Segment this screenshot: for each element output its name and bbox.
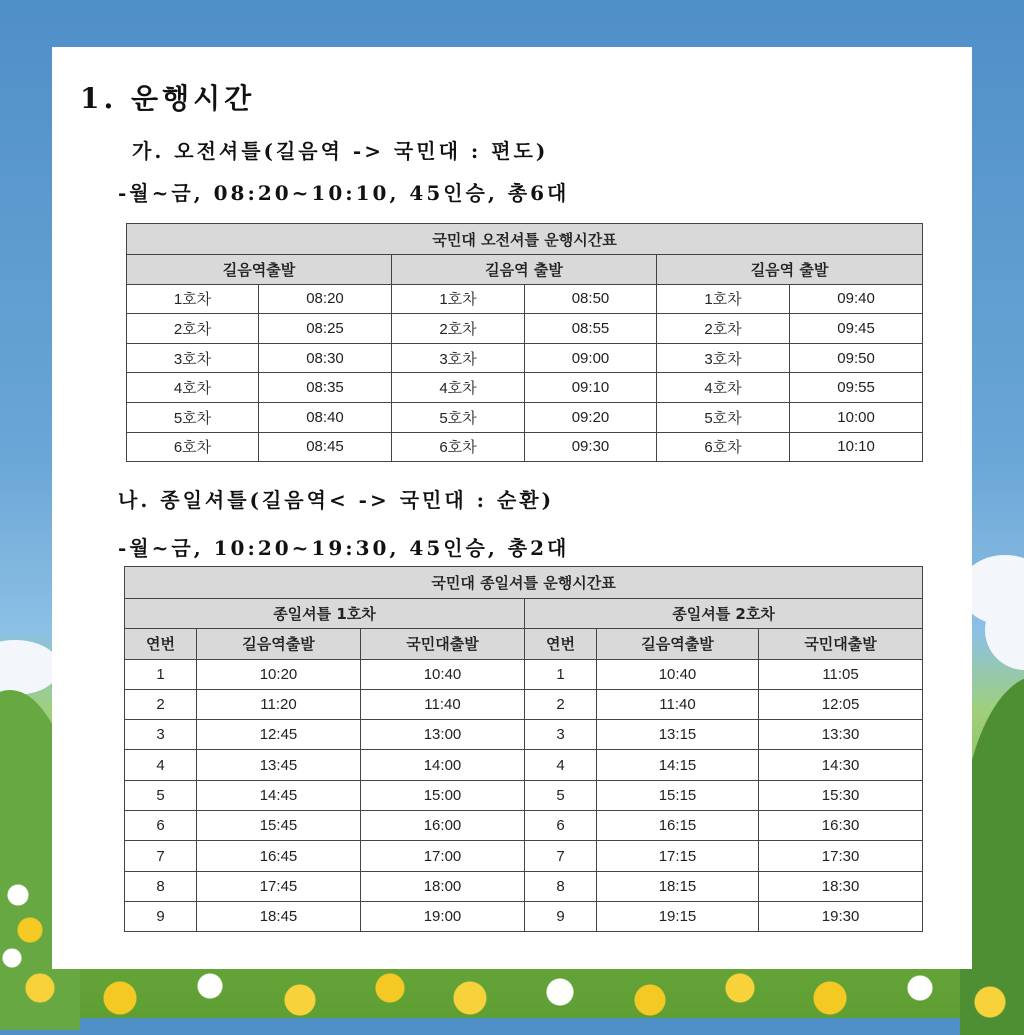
table-cell: 2 [125, 689, 197, 719]
table-cell: 08:25 [259, 314, 392, 344]
table-cell: 6호차 [657, 432, 790, 462]
section-a-title: 가. 오전셔틀(길음역 -> 국민대 : 편도) [132, 139, 549, 163]
table-row [125, 871, 923, 901]
table-cell: 10:40 [597, 659, 759, 689]
table-cell: 15:45 [197, 811, 361, 841]
table-cell: 1 [525, 659, 597, 689]
table-row [127, 432, 923, 462]
table-cell: 13:15 [597, 720, 759, 750]
table-cell: 4 [525, 750, 597, 780]
table-cell: 10:10 [790, 432, 923, 462]
table-cell: 08:45 [259, 432, 392, 462]
schedule-card [52, 47, 972, 969]
table-row [125, 689, 923, 719]
table-cell: 09:45 [790, 314, 923, 344]
table-cell: 08:40 [259, 402, 392, 432]
table-cell: 08:30 [259, 343, 392, 373]
table-cell: 17:00 [361, 841, 525, 871]
table-cell: 8 [525, 871, 597, 901]
table-title: 국민대 오전셔틀 운행시간표 [127, 224, 923, 255]
table-cell: 2호차 [392, 314, 525, 344]
table-cell: 15:00 [361, 780, 525, 810]
table-cell: 11:40 [597, 689, 759, 719]
table-row [127, 343, 923, 373]
table-cell: 1 [125, 659, 197, 689]
table-cell: 10:00 [790, 402, 923, 432]
table-cell: 18:15 [597, 871, 759, 901]
allday-shuttle-table [124, 566, 923, 932]
column-header: 국민대출발 [759, 629, 923, 659]
group-header: 종일셔틀 2호차 [525, 599, 923, 629]
table-row [125, 659, 923, 689]
table-cell: 18:30 [759, 871, 923, 901]
column-header: 국민대출발 [361, 629, 525, 659]
section-b-title: 나. 종일셔틀(길음역< -> 국민대 : 순환) [118, 488, 555, 512]
table-cell: 17:45 [197, 871, 361, 901]
table-cell: 14:30 [759, 750, 923, 780]
table-cell: 6 [125, 811, 197, 841]
table-cell: 09:30 [525, 432, 657, 462]
table-cell: 16:00 [361, 811, 525, 841]
table-cell: 12:05 [759, 689, 923, 719]
table-cell: 16:30 [759, 811, 923, 841]
table-cell: 5호차 [392, 402, 525, 432]
table-cell: 5 [525, 780, 597, 810]
page-heading: 1. 운행시간 [80, 82, 256, 115]
table-cell: 10:40 [361, 659, 525, 689]
table-cell: 19:00 [361, 901, 525, 931]
table-cell: 10:20 [197, 659, 361, 689]
flower-field-side [0, 880, 55, 970]
table-cell: 14:00 [361, 750, 525, 780]
table-cell: 12:45 [197, 720, 361, 750]
table-cell: 09:20 [525, 402, 657, 432]
table-cell: 18:45 [197, 901, 361, 931]
table-cell: 11:05 [759, 659, 923, 689]
table-row [125, 841, 923, 871]
table-cell: 3 [125, 720, 197, 750]
table-cell: 9 [125, 901, 197, 931]
table-cell: 17:15 [597, 841, 759, 871]
table-cell: 13:45 [197, 750, 361, 780]
table-cell: 13:00 [361, 720, 525, 750]
table-cell: 3호차 [392, 343, 525, 373]
table-cell: 2 [525, 689, 597, 719]
table-cell: 11:40 [361, 689, 525, 719]
table-cell: 6호차 [127, 432, 259, 462]
table-cell: 14:45 [197, 780, 361, 810]
table-cell: 4호차 [127, 373, 259, 403]
table-cell: 3 [525, 720, 597, 750]
table-row [127, 402, 923, 432]
table-cell: 17:30 [759, 841, 923, 871]
table-cell: 11:20 [197, 689, 361, 719]
table-cell: 15:30 [759, 780, 923, 810]
table-cell: 09:55 [790, 373, 923, 403]
table-cell: 3호차 [657, 343, 790, 373]
table-cell: 4 [125, 750, 197, 780]
section-b-info: -월~금, 10:20~19:30, 45인승, 총2대 [118, 536, 570, 560]
table-cell: 15:15 [597, 780, 759, 810]
table-cell: 19:30 [759, 901, 923, 931]
table-cell: 5 [125, 780, 197, 810]
section-a-info: -월~금, 08:20~10:10, 45인승, 총6대 [118, 181, 570, 205]
morning-shuttle-table [126, 223, 923, 462]
table-cell: 4호차 [392, 373, 525, 403]
table-cell: 5호차 [127, 402, 259, 432]
group-header: 종일셔틀 1호차 [125, 599, 525, 629]
group-header: 길음역 출발 [657, 255, 923, 285]
column-header: 연번 [125, 629, 197, 659]
table-row [127, 314, 923, 344]
table-cell: 2호차 [127, 314, 259, 344]
table-cell: 14:15 [597, 750, 759, 780]
table-cell: 16:15 [597, 811, 759, 841]
table-row [125, 780, 923, 810]
table-row [125, 811, 923, 841]
table-cell: 7 [525, 841, 597, 871]
table-cell: 08:55 [525, 314, 657, 344]
table-row [125, 750, 923, 780]
table-cell: 19:15 [597, 901, 759, 931]
table-cell: 1호차 [392, 284, 525, 314]
group-header: 길음역출발 [127, 255, 392, 285]
table-cell: 08:50 [525, 284, 657, 314]
table-row [125, 901, 923, 931]
table-cell: 4호차 [657, 373, 790, 403]
table-cell: 6호차 [392, 432, 525, 462]
table-cell: 5호차 [657, 402, 790, 432]
table-row [127, 373, 923, 403]
table-cell: 9 [525, 901, 597, 931]
column-header: 길음역출발 [597, 629, 759, 659]
table-cell: 1호차 [657, 284, 790, 314]
table-cell: 13:30 [759, 720, 923, 750]
table-cell: 3호차 [127, 343, 259, 373]
column-header: 연번 [525, 629, 597, 659]
table-cell: 09:40 [790, 284, 923, 314]
table-cell: 09:10 [525, 373, 657, 403]
table-cell: 2호차 [657, 314, 790, 344]
table-body [125, 659, 923, 932]
group-header: 길음역 출발 [392, 255, 657, 285]
sky-cloud [0, 640, 60, 695]
table-cell: 7 [125, 841, 197, 871]
table-cell: 08:35 [259, 373, 392, 403]
table-row [125, 720, 923, 750]
table-cell: 1호차 [127, 284, 259, 314]
table-cell: 16:45 [197, 841, 361, 871]
table-title: 국민대 종일셔틀 운행시간표 [125, 567, 923, 599]
table-cell: 6 [525, 811, 597, 841]
table-cell: 18:00 [361, 871, 525, 901]
column-header: 길음역출발 [197, 629, 361, 659]
table-row [127, 284, 923, 314]
table-cell: 09:50 [790, 343, 923, 373]
table-cell: 09:00 [525, 343, 657, 373]
table-body [127, 284, 923, 462]
table-cell: 8 [125, 871, 197, 901]
table-cell: 08:20 [259, 284, 392, 314]
